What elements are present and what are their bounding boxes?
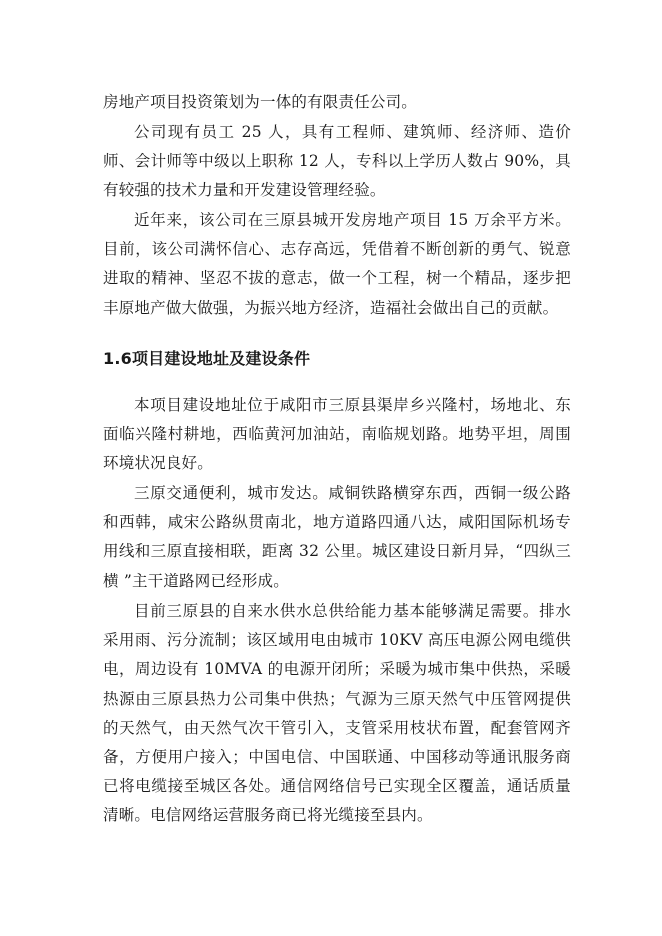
paragraph-staff: 公司现有员工 25 人，具有工程师、建筑师、经济师、造价师、会计师等中级以上职称 12 人，专科以上学历人数占 90%，具有较强的技术力量和开发建设管理经验。 (103, 123, 571, 200)
paragraph-recent-years: 近年来，该公司在三原县城开发房地产项目 15 万余平方米。目前，该公司满怀信心、志存高远，凭借着不断创新的勇气、锐意进取的精神、坚忍不拔的意志，做一个工程，树一个精品，逐步把丰原地产做大做强，为振兴地方经济，造福社会做出自己的贡献。 (103, 211, 571, 317)
paragraph-transportation: 三原交通便利，城市发达。咸铜铁路横穿东西，西铜一级公路和西韩，咸宋公路纵贯南北，地方道路四通八达，咸阳国际机场专用线和三原直接相联，距离 32 公里。城区建设日新月异，“四纵三横 ”主干道路网已经形成。 (103, 484, 571, 590)
paragraph-site-location: 本项目建设地址位于咸阳市三原县渠岸乡兴隆村，场地北、东面临兴隆村耕地，西临黄河加油站，南临规划路。地势平坦，周围环境状况良好。 (103, 396, 571, 473)
paragraph-company-intro-end: 房地产项目投资策划为一体的有限责任公司。 (103, 93, 418, 111)
section-heading: 1.6项目建设地址及建设条件 (103, 349, 311, 368)
paragraph-utilities: 目前三原县的自来水供水总供给能力基本能够满足需要。排水采用雨、污分流制；该区域用电由城市 10KV 高压电源公网电缆供电，周边设有 10MVA 的电源开闭所；采暖为城市集中供热，采暖热源由三原县热力公司集中供热；气源为三原天然气中压管网提供的天然气，由天然气次干管引入，支管采用枝状布置，配套管网齐备，方便用户接入；中国电信、中国联通、中国移动等通讯服务商已将电缆接至城区各处。通信网络信号已实现全区覆盖，通话质量清晰。电信网络运营服务商已将光缆接至县内。 (103, 602, 571, 825)
